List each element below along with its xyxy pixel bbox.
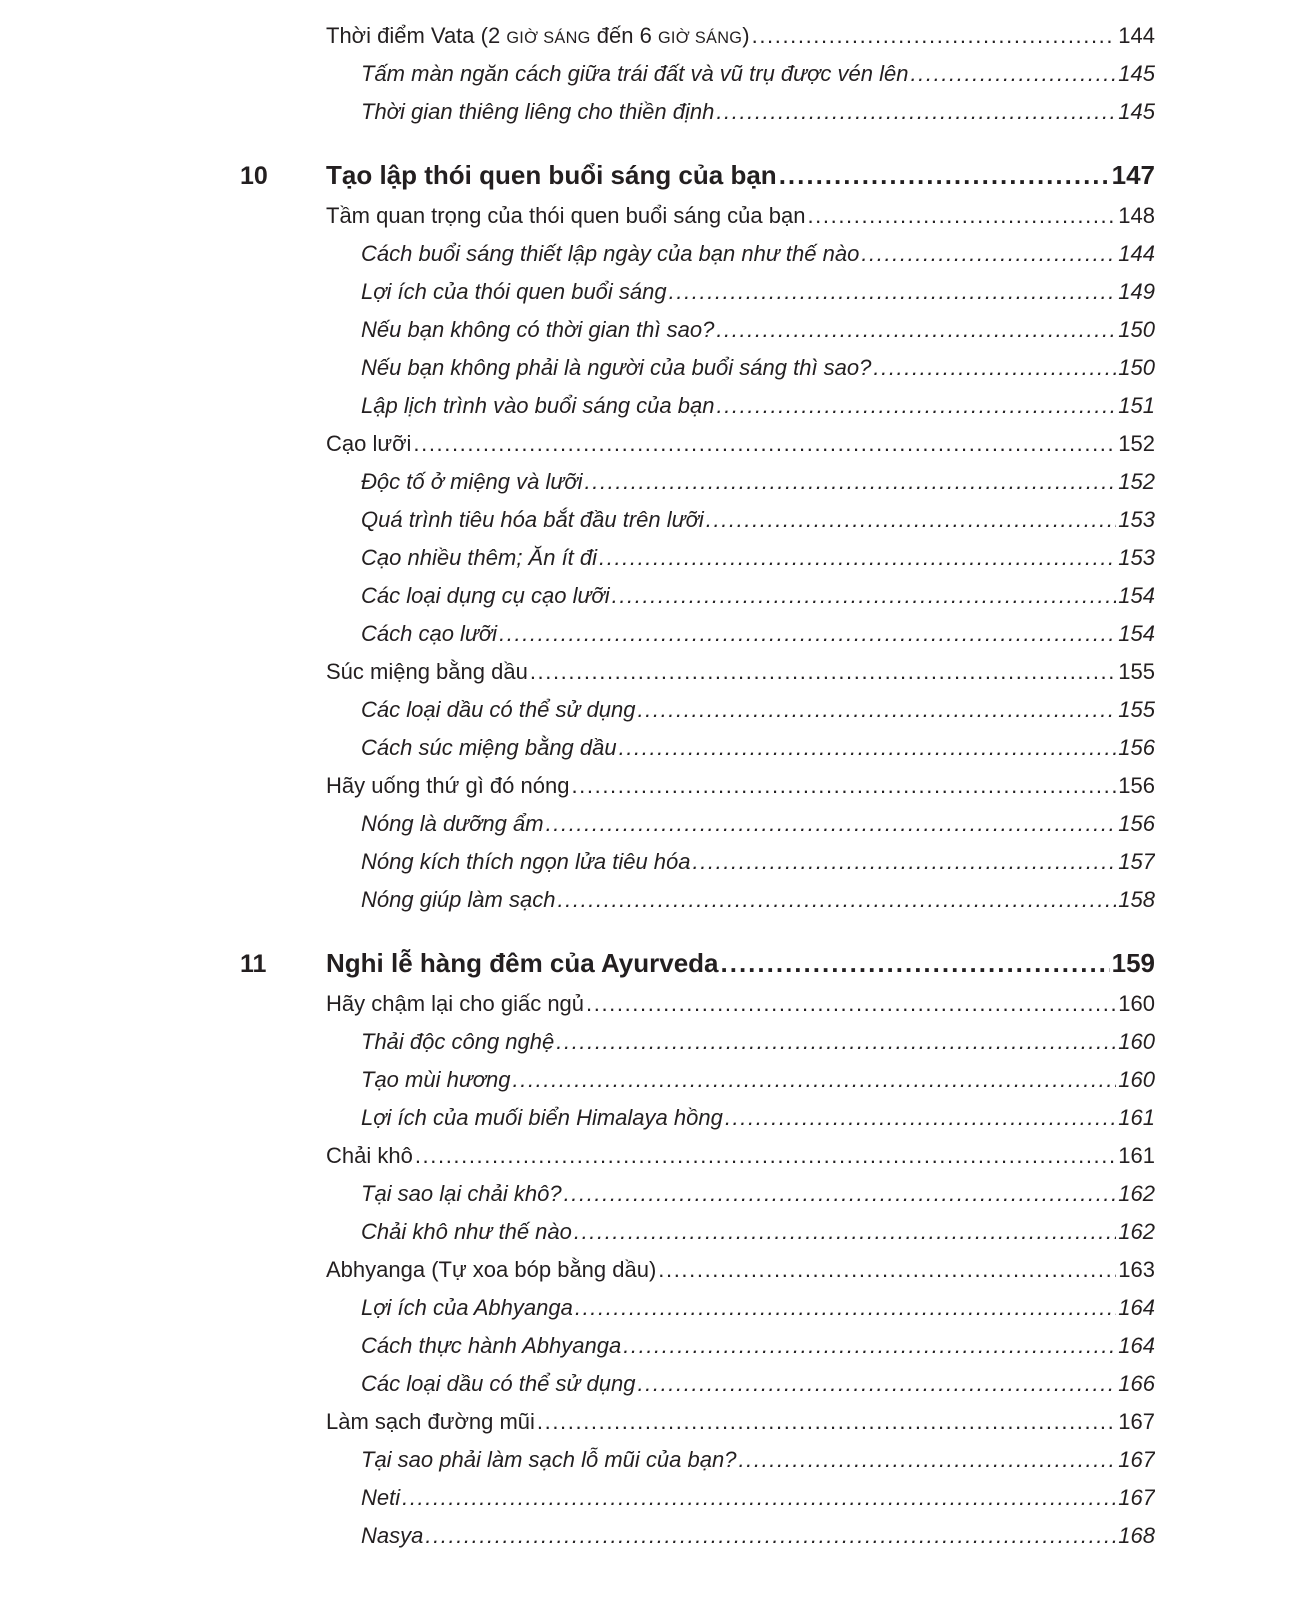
page-number: 168 xyxy=(1118,1523,1155,1548)
entry-title: Hãy uống thứ gì đó nóng xyxy=(326,773,570,798)
toc-entry-row xyxy=(0,540,1312,578)
toc-entry-row xyxy=(0,654,1312,692)
dot-leader xyxy=(425,1523,1116,1549)
page-number: 149 xyxy=(1118,279,1155,304)
toc-entry xyxy=(361,811,1155,837)
toc-entry xyxy=(361,1447,1155,1473)
entry-title: Tạo mùi hương xyxy=(361,1067,511,1092)
toc-entry xyxy=(361,317,1155,343)
entry-title: Nếu bạn không phải là người của buổi sáng thì sao? xyxy=(361,355,872,380)
toc-entry xyxy=(361,1333,1155,1359)
dot-leader xyxy=(402,1485,1116,1511)
toc-chapter-row xyxy=(0,146,1312,198)
page-number: 152 xyxy=(1118,469,1155,494)
toc-entry xyxy=(361,545,1155,571)
page-number: 153 xyxy=(1118,507,1155,532)
dot-leader xyxy=(546,811,1117,837)
entry-title: Nóng là dưỡng ẩm xyxy=(361,811,544,836)
toc-entry xyxy=(361,1371,1155,1397)
entry-title: Độc tố ở miệng và lưỡi xyxy=(361,469,583,494)
dot-leader xyxy=(861,241,1116,267)
page-number: 160 xyxy=(1118,1067,1155,1092)
page-number: 155 xyxy=(1118,697,1155,722)
toc-entry-row xyxy=(0,1480,1312,1518)
toc-entry xyxy=(361,1029,1155,1055)
toc-entry xyxy=(361,1105,1155,1131)
toc-entry-row xyxy=(0,844,1312,882)
toc-entry xyxy=(326,160,1155,191)
chapter-number: 10 xyxy=(240,162,268,190)
toc-entry-row xyxy=(0,882,1312,920)
entry-title: Abhyanga (Tự xoa bóp bằng dầu) xyxy=(326,1257,657,1282)
entry-title: Thời điểm Vata (2 GIỜ SÁNG đến 6 GIỜ SÁNG) xyxy=(326,23,750,48)
table-of-contents xyxy=(0,18,1312,1556)
toc-entry-row xyxy=(0,350,1312,388)
entry-title: Nghi lễ hàng đêm của Ayurveda xyxy=(326,948,719,978)
entry-title: Các loại dầu có thể sử dụng xyxy=(361,1371,636,1396)
page-number: 150 xyxy=(1118,317,1155,342)
page-number: 153 xyxy=(1118,545,1155,570)
dot-leader xyxy=(725,1105,1116,1131)
entry-title: Cách cạo lưỡi xyxy=(361,621,498,646)
entry-title: Tại sao phải làm sạch lỗ mũi của bạn? xyxy=(361,1447,737,1472)
page-number: 161 xyxy=(1118,1105,1155,1130)
entry-title: Tấm màn ngăn cách giữa trái đất và vũ trụ được vén lên xyxy=(361,61,909,86)
page-number: 162 xyxy=(1118,1219,1155,1244)
entry-title: Các loại dầu có thể sử dụng xyxy=(361,697,636,722)
toc-entry-row xyxy=(0,1366,1312,1404)
toc-entry-row xyxy=(0,1290,1312,1328)
toc-entry-row xyxy=(0,616,1312,654)
entry-title: Lợi ích của Abhyanga xyxy=(361,1295,573,1320)
dot-leader xyxy=(752,23,1117,49)
entry-title: Lợi ích của muối biển Himalaya hồng xyxy=(361,1105,723,1130)
entry-title: Cạo lưỡi xyxy=(326,431,412,456)
entry-title: Súc miệng bằng dầu xyxy=(326,659,528,684)
toc-entry xyxy=(361,583,1155,609)
page-number: 163 xyxy=(1118,1257,1155,1282)
toc-chapter-row xyxy=(0,934,1312,986)
dot-leader xyxy=(499,621,1116,647)
toc-entry xyxy=(361,1067,1155,1093)
entry-title: Làm sạch đường mũi xyxy=(326,1409,535,1434)
toc-entry-row xyxy=(0,1214,1312,1252)
toc-entry xyxy=(361,507,1155,533)
toc-entry xyxy=(326,1143,1155,1169)
page-number: 145 xyxy=(1118,61,1155,86)
toc-entry-row xyxy=(0,806,1312,844)
page-number: 155 xyxy=(1118,659,1155,684)
dot-leader xyxy=(706,507,1116,533)
toc-entry xyxy=(361,1295,1155,1321)
dot-leader xyxy=(910,61,1116,87)
toc-entry-row xyxy=(0,1518,1312,1556)
page-number: 160 xyxy=(1118,991,1155,1016)
toc-entry-row xyxy=(0,1062,1312,1100)
toc-entry xyxy=(361,1181,1155,1207)
entry-title: Quá trình tiêu hóa bắt đầu trên lưỡi xyxy=(361,507,704,532)
dot-leader xyxy=(586,991,1116,1017)
dot-leader xyxy=(599,545,1116,571)
toc-entry xyxy=(326,1257,1155,1283)
entry-title: Cách buổi sáng thiết lập ngày của bạn như thế nào xyxy=(361,241,860,266)
dot-leader xyxy=(619,735,1117,761)
entry-title: Tại sao lại chải khô? xyxy=(361,1181,562,1206)
toc-entry-row xyxy=(0,1100,1312,1138)
toc-entry xyxy=(326,1409,1155,1435)
toc-entry-row xyxy=(0,1138,1312,1176)
toc-entry-row xyxy=(0,18,1312,56)
toc-entry xyxy=(361,1485,1155,1511)
page-number: 156 xyxy=(1118,811,1155,836)
entry-title: Chải khô xyxy=(326,1143,413,1168)
toc-entry xyxy=(361,621,1155,647)
toc-entry-row xyxy=(0,312,1312,350)
toc-entry xyxy=(326,659,1155,685)
toc-entry-row xyxy=(0,730,1312,768)
toc-entry xyxy=(361,1523,1155,1549)
page-number: 167 xyxy=(1118,1409,1155,1434)
dot-leader xyxy=(693,849,1117,875)
toc-entry-row xyxy=(0,236,1312,274)
dot-leader xyxy=(658,1257,1116,1283)
page-number: 147 xyxy=(1111,160,1155,190)
toc-entry-row xyxy=(0,426,1312,464)
dot-leader xyxy=(564,1181,1117,1207)
dot-leader xyxy=(415,1143,1116,1169)
dot-leader xyxy=(571,773,1116,799)
entry-title: Nếu bạn không có thời gian thì sao? xyxy=(361,317,715,342)
entry-title: Tạo lập thói quen buổi sáng của bạn xyxy=(326,160,777,190)
toc-entry-row xyxy=(0,1176,1312,1214)
dot-leader xyxy=(623,1333,1116,1359)
page-number: 152 xyxy=(1118,431,1155,456)
toc-entry-row xyxy=(0,56,1312,94)
toc-entry-row xyxy=(0,768,1312,806)
toc-entry xyxy=(361,849,1155,875)
page-number: 156 xyxy=(1118,735,1155,760)
toc-entry-row xyxy=(0,1328,1312,1366)
page-number: 144 xyxy=(1118,241,1155,266)
entry-title: Nasya xyxy=(361,1523,424,1548)
page-number: 154 xyxy=(1118,583,1155,608)
dot-leader xyxy=(612,583,1117,609)
page-number: 154 xyxy=(1118,621,1155,646)
dot-leader xyxy=(513,1067,1117,1093)
toc-entry xyxy=(361,469,1155,495)
toc-entry-row xyxy=(0,198,1312,236)
dot-leader xyxy=(575,1295,1116,1321)
dot-leader xyxy=(537,1409,1116,1435)
dot-leader xyxy=(556,1029,1116,1055)
dot-leader xyxy=(530,659,1116,685)
toc-entry xyxy=(361,279,1155,305)
toc-entry-row xyxy=(0,94,1312,132)
page-number: 150 xyxy=(1118,355,1155,380)
dot-leader xyxy=(738,1447,1116,1473)
page-number: 159 xyxy=(1111,948,1155,978)
toc-entry xyxy=(361,61,1155,87)
page-number: 161 xyxy=(1118,1143,1155,1168)
dot-leader xyxy=(413,431,1116,457)
toc-entry-row xyxy=(0,692,1312,730)
toc-entry-row xyxy=(0,1024,1312,1062)
toc-entry xyxy=(326,991,1155,1017)
page-number: 157 xyxy=(1118,849,1155,874)
dot-leader xyxy=(637,1371,1116,1397)
dot-leader xyxy=(807,203,1116,229)
page-number: 164 xyxy=(1118,1333,1155,1358)
entry-title: Các loại dụng cụ cạo lưỡi xyxy=(361,583,610,608)
dot-leader xyxy=(637,697,1116,723)
toc-entry-row xyxy=(0,502,1312,540)
dot-leader xyxy=(716,99,1116,125)
page-number: 162 xyxy=(1118,1181,1155,1206)
toc-entry xyxy=(361,355,1155,381)
page-number: 145 xyxy=(1118,99,1155,124)
toc-entry xyxy=(361,735,1155,761)
toc-entry xyxy=(326,948,1155,979)
entry-title: Hãy chậm lại cho giấc ngủ xyxy=(326,991,585,1016)
page-number: 166 xyxy=(1118,1371,1155,1396)
toc-entry-row xyxy=(0,388,1312,426)
toc-entry xyxy=(326,431,1155,457)
toc-entry-row xyxy=(0,1404,1312,1442)
toc-entry xyxy=(361,887,1155,913)
toc-entry xyxy=(361,393,1155,419)
page-number: 156 xyxy=(1118,773,1155,798)
entry-title: Cạo nhiều thêm; Ăn ít đi xyxy=(361,545,598,570)
entry-title: Nóng giúp làm sạch xyxy=(361,887,556,912)
toc-entry xyxy=(361,697,1155,723)
entry-title: Tầm quan trọng của thói quen buổi sáng của bạn xyxy=(326,203,806,228)
toc-entry-row xyxy=(0,578,1312,616)
toc-entry xyxy=(361,241,1155,267)
entry-title: Cách súc miệng bằng dầu xyxy=(361,735,617,760)
toc-entry-row xyxy=(0,464,1312,502)
entry-title: Thải độc công nghệ xyxy=(361,1029,555,1054)
chapter-number: 11 xyxy=(240,950,267,978)
dot-leader xyxy=(557,887,1116,913)
entry-title: Lập lịch trình vào buổi sáng của bạn xyxy=(361,393,715,418)
toc-entry xyxy=(326,203,1155,229)
page-number: 167 xyxy=(1118,1485,1155,1510)
page-number: 164 xyxy=(1118,1295,1155,1320)
toc-entry xyxy=(326,23,1155,49)
entry-title: Lợi ích của thói quen buổi sáng xyxy=(361,279,667,304)
dot-leader xyxy=(669,279,1117,305)
toc-entry-row xyxy=(0,274,1312,312)
dot-leader xyxy=(873,355,1116,381)
dot-leader xyxy=(716,393,1116,419)
entry-title: Nóng kích thích ngọn lửa tiêu hóa xyxy=(361,849,691,874)
page-number: 144 xyxy=(1118,23,1155,48)
page-number: 151 xyxy=(1118,393,1155,418)
dot-leader xyxy=(585,469,1117,495)
toc-entry xyxy=(361,99,1155,125)
page-number: 167 xyxy=(1118,1447,1155,1472)
page-number: 158 xyxy=(1118,887,1155,912)
toc-entry-row xyxy=(0,1252,1312,1290)
toc-entry-row xyxy=(0,986,1312,1024)
entry-title: Neti xyxy=(361,1485,401,1510)
dot-leader xyxy=(779,160,1110,191)
toc-entry xyxy=(361,1219,1155,1245)
entry-title: Cách thực hành Abhyanga xyxy=(361,1333,622,1358)
entry-title: Thời gian thiêng liêng cho thiền định xyxy=(361,99,715,124)
entry-title: Chải khô như thế nào xyxy=(361,1219,572,1244)
page-number: 148 xyxy=(1118,203,1155,228)
dot-leader xyxy=(574,1219,1116,1245)
page-number: 160 xyxy=(1118,1029,1155,1054)
toc-entry-row xyxy=(0,1442,1312,1480)
dot-leader xyxy=(721,948,1110,979)
dot-leader xyxy=(716,317,1116,343)
toc-entry xyxy=(326,773,1155,799)
